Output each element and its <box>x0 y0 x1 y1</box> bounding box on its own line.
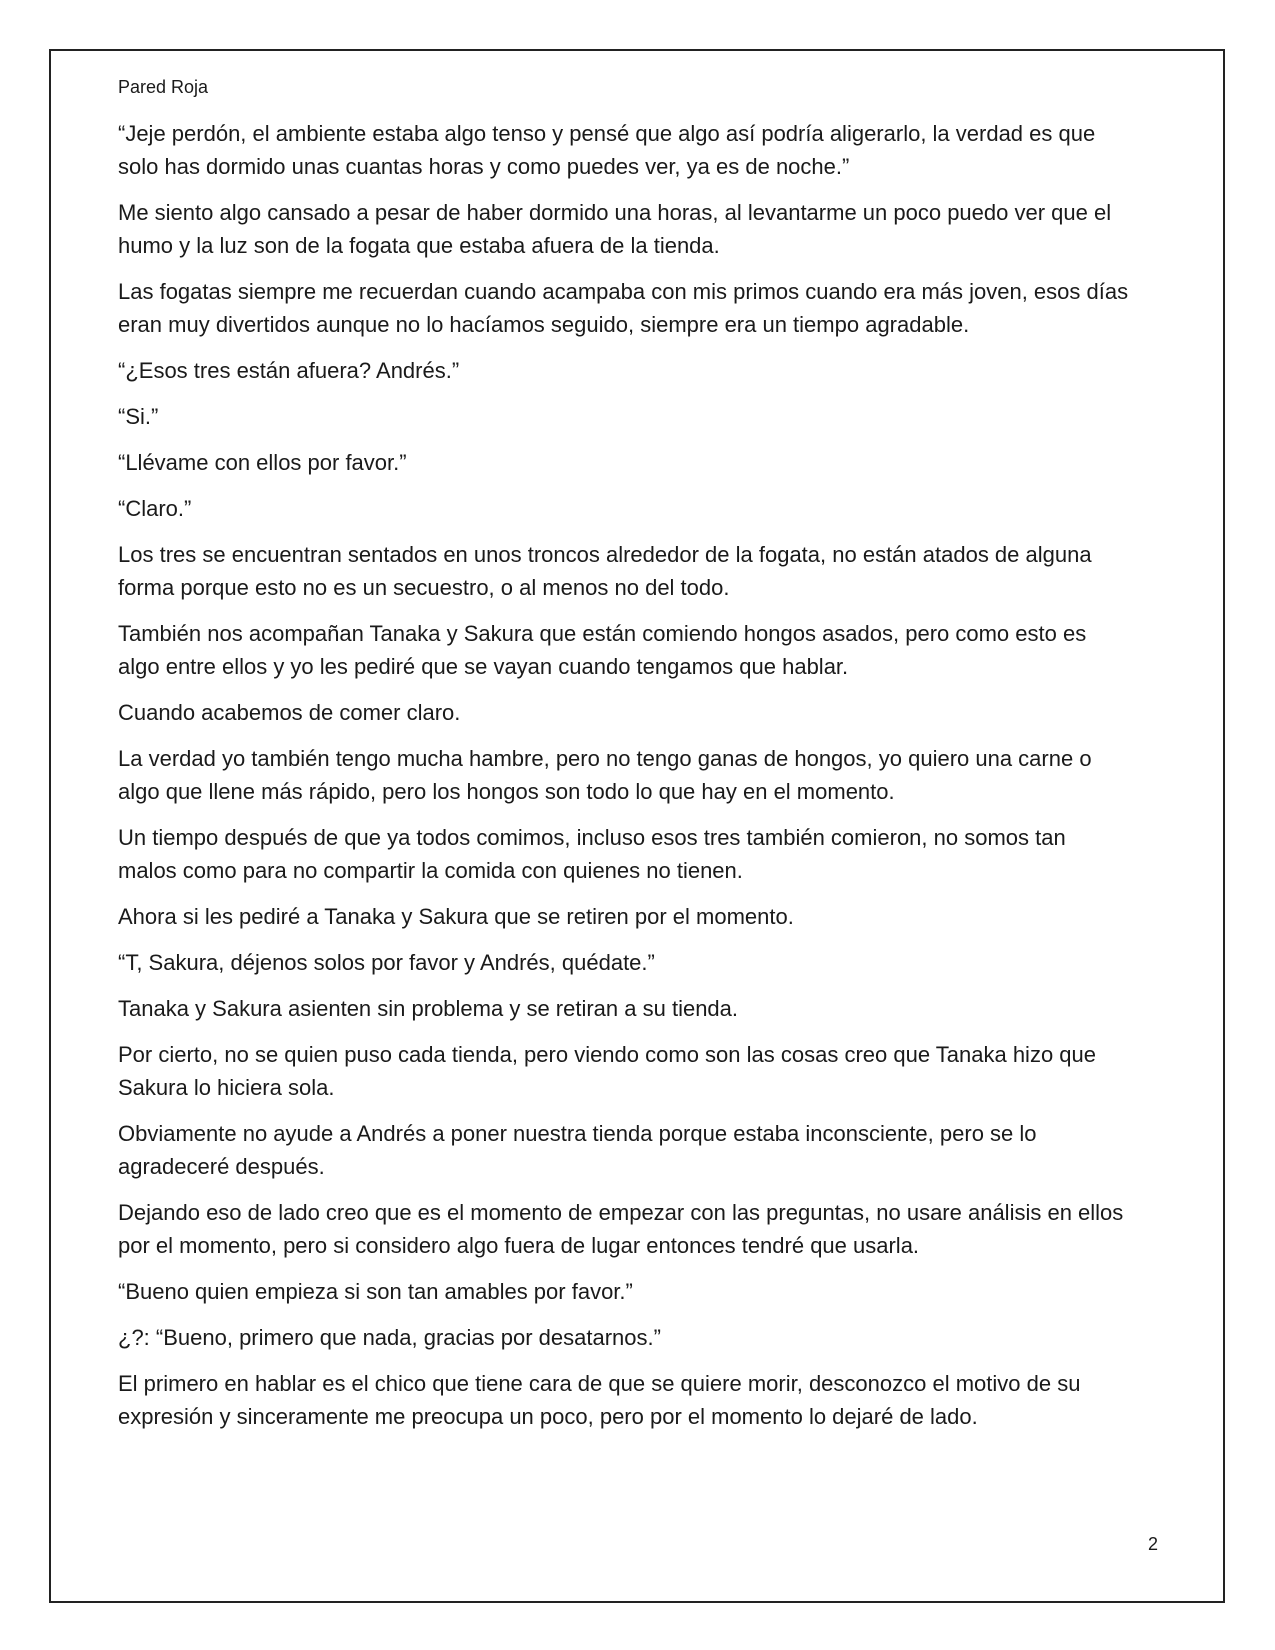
paragraph <box>118 946 1158 979</box>
paragraph <box>118 1196 1158 1262</box>
paragraph <box>118 742 1158 808</box>
paragraph <box>118 992 1158 1025</box>
paragraph-line: “T, Sakura, déjenos solos por favor y Andrés, quédate.” <box>118 950 655 975</box>
paragraph <box>118 354 1158 387</box>
paragraph-line: Las fogatas siempre me recuerdan cuando acampaba con mis primos cuando era más joven, esos días <box>118 279 1129 304</box>
paragraph <box>118 696 1158 729</box>
paragraph <box>118 117 1158 183</box>
paragraph <box>118 1367 1158 1433</box>
paragraph <box>118 1117 1158 1183</box>
paragraph-line: Me siento algo cansado a pesar de haber dormido una horas, al levantarme un poco puedo ver que el <box>118 200 1112 225</box>
paragraph-line: “Bueno quien empieza si son tan amables por favor.” <box>118 1279 633 1304</box>
paragraph <box>118 617 1158 683</box>
paragraph-line: Un tiempo después de que ya todos comimos, incluso esos tres también comieron, no somos tan <box>118 825 1066 850</box>
paragraph-line: Tanaka y Sakura asienten sin problema y se retiran a su tienda. <box>118 996 739 1021</box>
paragraph-line: “Si.” <box>118 404 159 429</box>
paragraph-line: por el momento, pero si considero algo fuera de lugar entonces tendré que usarla. <box>118 1233 920 1258</box>
paragraph-line: agradeceré después. <box>118 1154 325 1179</box>
paragraph <box>118 275 1158 341</box>
paragraph-line: solo has dormido unas cuantas horas y como puedes ver, ya es de noche.” <box>118 154 850 179</box>
paragraph-line: expresión y sinceramente me preocupa un poco, pero por el momento lo dejaré de lado. <box>118 1404 978 1429</box>
paragraph-line: humo y la luz son de la fogata que estaba afuera de la tienda. <box>118 233 720 258</box>
paragraph-line: “Jeje perdón, el ambiente estaba algo tenso y pensé que algo así podría aligerarlo, la verdad es que <box>118 121 1096 146</box>
paragraph-line: Cuando acabemos de comer claro. <box>118 700 461 725</box>
paragraph-line: “Llévame con ellos por favor.” <box>118 450 407 475</box>
running-header: Pared Roja <box>118 77 209 97</box>
paragraph-line: Sakura lo hiciera sola. <box>118 1075 335 1100</box>
document-body <box>118 117 1158 1446</box>
paragraph <box>118 492 1158 525</box>
paragraph <box>118 400 1158 433</box>
page-number: 2 <box>1148 1534 1159 1554</box>
paragraph-line: Por cierto, no se quien puso cada tienda, pero viendo como son las cosas creo que Tanaka hizo que <box>118 1042 1097 1067</box>
paragraph-line: Los tres se encuentran sentados en unos troncos alrededor de la fogata, no están atados de alguna <box>118 542 1092 567</box>
paragraph <box>118 821 1158 887</box>
paragraph <box>118 1321 1158 1354</box>
paragraph-line: Dejando eso de lado creo que es el momento de empezar con las preguntas, no usare análisis en ellos <box>118 1200 1124 1225</box>
paragraph <box>118 446 1158 479</box>
paragraph <box>118 196 1158 262</box>
paragraph-line: La verdad yo también tengo mucha hambre, pero no tengo ganas de hongos, yo quiero una carne o <box>118 746 1092 771</box>
paragraph-line: También nos acompañan Tanaka y Sakura que están comiendo hongos asados, pero como esto es <box>118 621 1087 646</box>
paragraph-line: algo entre ellos y yo les pediré que se vayan cuando tengamos que hablar. <box>118 654 849 679</box>
paragraph <box>118 538 1158 604</box>
paragraph-line: Obviamente no ayude a Andrés a poner nuestra tienda porque estaba inconsciente, pero se lo <box>118 1121 1037 1146</box>
paragraph <box>118 1038 1158 1104</box>
paragraph-line: El primero en hablar es el chico que tiene cara de que se quiere morir, desconozco el motivo de su <box>118 1371 1081 1396</box>
paragraph-line: “Claro.” <box>118 496 192 521</box>
paragraph-line: algo que llene más rápido, pero los hongos son todo lo que hay en el momento. <box>118 779 895 804</box>
paragraph <box>118 900 1158 933</box>
paragraph-line: “¿Esos tres están afuera? Andrés.” <box>118 358 460 383</box>
paragraph-line: malos como para no compartir la comida con quienes no tienen. <box>118 858 743 883</box>
paragraph-line: Ahora si les pediré a Tanaka y Sakura que se retiren por el momento. <box>118 904 794 929</box>
paragraph-line: eran muy divertidos aunque no lo hacíamos seguido, siempre era un tiempo agradable. <box>118 312 970 337</box>
paragraph-line: ¿?: “Bueno, primero que nada, gracias por desatarnos.” <box>118 1325 661 1350</box>
paragraph-line: forma porque esto no es un secuestro, o al menos no del todo. <box>118 575 730 600</box>
paragraph <box>118 1275 1158 1308</box>
